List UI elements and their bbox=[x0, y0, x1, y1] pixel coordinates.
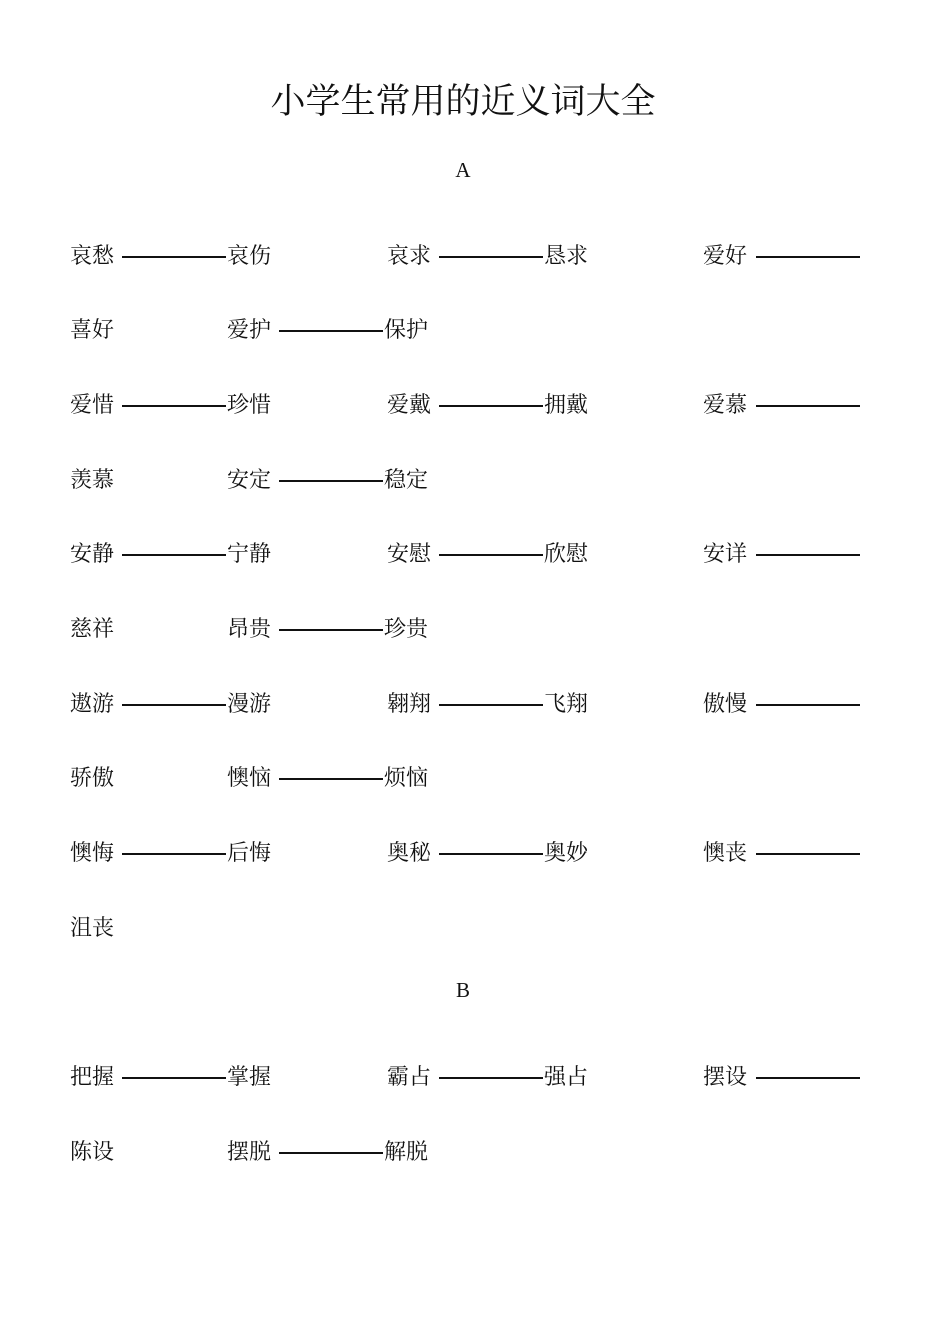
word-line bbox=[70, 689, 870, 721]
pair-dash bbox=[756, 853, 860, 855]
word: 爱惜 bbox=[70, 393, 115, 418]
word: 恳求 bbox=[544, 244, 589, 269]
word: 奥妙 bbox=[544, 841, 589, 866]
word-line bbox=[70, 1062, 870, 1094]
pair-dash bbox=[756, 1077, 860, 1079]
pair-dash bbox=[439, 405, 543, 407]
pair-dash bbox=[279, 629, 383, 631]
word-line bbox=[70, 614, 870, 646]
word: 摆设 bbox=[703, 1065, 748, 1090]
word-line bbox=[70, 539, 870, 571]
word: 安静 bbox=[70, 542, 115, 567]
word: 霸占 bbox=[387, 1065, 432, 1090]
section-letter-a: A bbox=[455, 158, 471, 182]
word-line bbox=[70, 315, 870, 347]
word: 哀愁 bbox=[70, 244, 115, 269]
pair-dash bbox=[122, 1077, 226, 1079]
word: 烦恼 bbox=[384, 766, 429, 791]
word: 爱戴 bbox=[387, 393, 432, 418]
word-line bbox=[70, 838, 870, 870]
word: 羡慕 bbox=[70, 468, 115, 493]
word: 安慰 bbox=[387, 542, 432, 567]
pair-dash bbox=[122, 704, 226, 706]
pair-dash bbox=[279, 778, 383, 780]
word: 强占 bbox=[544, 1065, 589, 1090]
word: 飞翔 bbox=[544, 692, 589, 717]
word: 后悔 bbox=[227, 841, 272, 866]
word: 慈祥 bbox=[70, 617, 115, 642]
pair-dash bbox=[439, 704, 543, 706]
word: 把握 bbox=[70, 1065, 115, 1090]
word: 保护 bbox=[384, 318, 429, 343]
word: 稳定 bbox=[384, 468, 429, 493]
word: 奥秘 bbox=[387, 841, 432, 866]
word: 懊悔 bbox=[70, 841, 115, 866]
page-title: 小学生常用的近义词大全 bbox=[270, 82, 656, 122]
word: 昂贵 bbox=[227, 617, 272, 642]
pair-dash bbox=[756, 554, 860, 556]
word: 漫游 bbox=[227, 692, 272, 717]
word: 安定 bbox=[227, 468, 272, 493]
word-line bbox=[70, 465, 870, 497]
word: 喜好 bbox=[70, 318, 115, 343]
word: 懊恼 bbox=[227, 766, 272, 791]
word: 解脱 bbox=[384, 1140, 429, 1165]
word: 爱好 bbox=[703, 244, 748, 269]
word: 安详 bbox=[703, 542, 748, 567]
word: 懊丧 bbox=[703, 841, 748, 866]
pair-dash bbox=[439, 1077, 543, 1079]
word: 欣慰 bbox=[544, 542, 589, 567]
word: 遨游 bbox=[70, 692, 115, 717]
section-letter-b: B bbox=[455, 978, 470, 1002]
word: 宁静 bbox=[227, 542, 272, 567]
pair-dash bbox=[122, 853, 226, 855]
word: 珍贵 bbox=[384, 617, 429, 642]
word: 拥戴 bbox=[544, 393, 589, 418]
pair-dash bbox=[279, 480, 383, 482]
word: 骄傲 bbox=[70, 766, 115, 791]
pair-dash bbox=[122, 405, 226, 407]
word: 珍惜 bbox=[227, 393, 272, 418]
pair-dash bbox=[756, 256, 860, 258]
pair-dash bbox=[439, 853, 543, 855]
word-line bbox=[70, 913, 870, 945]
word: 哀伤 bbox=[227, 244, 272, 269]
word: 翱翔 bbox=[387, 692, 432, 717]
word-line bbox=[70, 1137, 870, 1169]
pair-dash bbox=[122, 256, 226, 258]
word: 爱慕 bbox=[703, 393, 748, 418]
pair-dash bbox=[756, 704, 860, 706]
word-line bbox=[70, 763, 870, 795]
word: 陈设 bbox=[70, 1140, 115, 1165]
pair-dash bbox=[439, 554, 543, 556]
word: 爱护 bbox=[227, 318, 272, 343]
pair-dash bbox=[439, 256, 543, 258]
word: 哀求 bbox=[387, 244, 432, 269]
pair-dash bbox=[279, 330, 383, 332]
word: 沮丧 bbox=[70, 916, 115, 941]
word-line bbox=[70, 390, 870, 422]
word: 傲慢 bbox=[703, 692, 748, 717]
word-line bbox=[70, 241, 870, 273]
word: 摆脱 bbox=[227, 1140, 272, 1165]
word: 掌握 bbox=[227, 1065, 272, 1090]
pair-dash bbox=[122, 554, 226, 556]
pair-dash bbox=[756, 405, 860, 407]
pair-dash bbox=[279, 1152, 383, 1154]
